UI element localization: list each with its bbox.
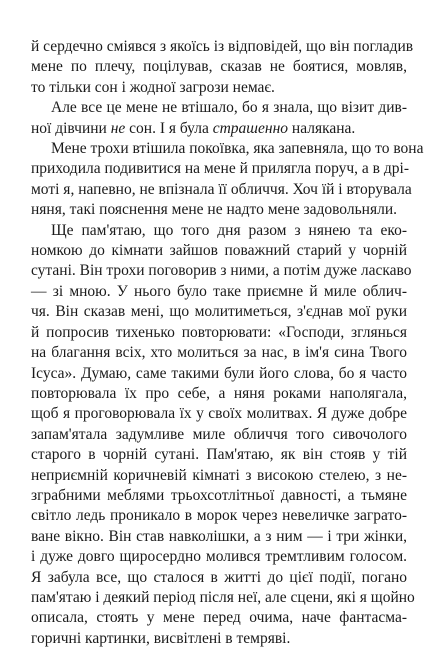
paragraph: [31, 98, 407, 139]
text-line: описала, стоять у мене перед очима, наче фантасма-: [31, 609, 407, 627]
text-line: повторювала їх про себе, а няня роками наполягала,: [31, 384, 407, 402]
text-line: Я забула все, що сталося в житті до цієї події, погано: [31, 568, 407, 586]
text-line: зграбними меблями трьохсотлітньої давності, а тьмяне: [31, 486, 407, 504]
text-line: ване вікно. Він став навколішки, а з ним — і три жінки,: [31, 527, 407, 545]
text-line: то тільки сон і жодної загрози немає.: [31, 78, 275, 96]
text-line: моті я, напевно, не впізнала її обличчя. Хоч їй і вторувала: [31, 180, 412, 198]
text-line: мене по плечу, поцілував, сказав не боятися, мовляв,: [31, 58, 407, 76]
text-line: запам'ятала задумливе миле обличчя того сивочолого: [31, 425, 407, 443]
emphasis: не: [110, 119, 126, 137]
text-line: й попросив тихенько повторювати: «Господи, зглянься: [31, 323, 407, 341]
text-line: няня, такі пояснення мене не надто мене задовольняли.: [31, 201, 397, 219]
text-line: Мене трохи втішила покоївка, яка запевняла, що то вона: [51, 140, 424, 158]
text-line: Ще пам'ятаю, що того дня разом з нянею та еко-: [51, 221, 407, 239]
text-line: Але все це мене не втішало, бо я знала, що візит див-: [51, 99, 407, 117]
text-line: і дуже довго щиросердно молився тремтливим голосом.: [31, 548, 407, 566]
text-line: Ісуса». Думаю, саме такими були його слова, бо я часто: [31, 364, 407, 382]
text-line: на благання всіх, хто молиться за нас, в ім'я сина Твого: [31, 344, 407, 362]
text-line: світло ледь проникало в морок через невеличке заграто-: [31, 507, 407, 525]
text-line: пам'ятаю і деякий період після неї, але сцени, які я щойно: [31, 588, 415, 606]
text-line: сутані. Він трохи поговорив з ними, а потім дуже ласкаво: [31, 262, 412, 280]
text-line: щоб я проговорювала їх у своїх молитвах. Я дуже добре: [31, 405, 407, 423]
text-line: старого в чорній сутані. Пам'ятаю, як він стояв у тій: [31, 446, 407, 464]
text-line: й сердечно сміявся з якоїсь із відповідей, що він погладив: [31, 38, 414, 55]
text-line: номкою до кімнати зайшов поважний старий у чорній: [31, 242, 407, 260]
text-line: чя. Він сказав мені, що молитиметься, з'єднав мої руки: [31, 303, 407, 321]
paragraph: [31, 37, 414, 98]
text-line: неприємній коричневій кімнаті з високою стелею, з не-: [31, 466, 407, 484]
text-line: горичні картинки, висвітлені в темряві.: [31, 629, 291, 647]
text-line: ної дівчини не сон. І я була страшенно налякана.: [31, 119, 356, 137]
body-text: [31, 37, 424, 649]
text-line: приходила подивитися на мене й прилягла поруч, а в дрі-: [31, 160, 409, 178]
emphasis: страшенно: [212, 119, 289, 137]
paragraph: [31, 221, 415, 649]
text-line: — зі мною. У нього було таке приємне й миле облич-: [31, 282, 407, 300]
paragraph: [31, 139, 424, 221]
